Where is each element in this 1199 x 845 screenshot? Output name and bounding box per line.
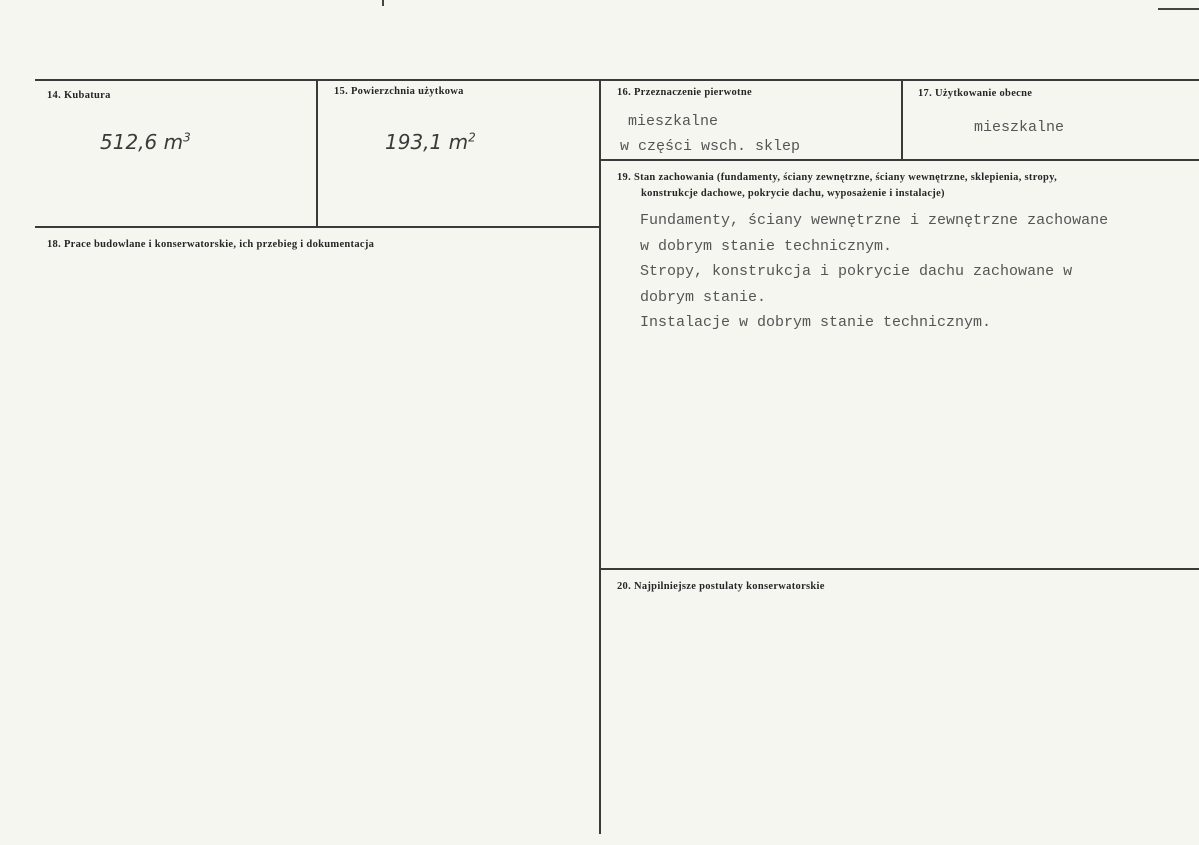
field-15-unit-sup: 2 [468, 130, 476, 145]
field-15-value [385, 130, 476, 154]
grid-rule-under-16-17 [601, 159, 1199, 161]
field-20-label: 20. Najpilniejsze postulaty konserwatorskie [617, 581, 825, 592]
field-14-value [100, 130, 191, 154]
field-19-text-line-4: dobrym stanie. [640, 289, 767, 306]
field-17-label: 17. Użytkowanie obecne [918, 88, 1033, 99]
grid-top-rule [35, 79, 1199, 81]
field-19-text-line-2: w dobrym stanie technicznym. [640, 238, 893, 255]
field-14-label: 14. Kubatura [47, 90, 111, 101]
field-19-text-line-3: Stropy, konstrukcja i pokrycie dachu zachowane w [640, 263, 1073, 280]
grid-divider-14-15 [316, 79, 318, 227]
grid-divider-16-17 [901, 79, 903, 160]
field-19-text-line-1: Fundamenty, ściany wewnętrzne i zewnętrzne zachowane [640, 212, 1109, 229]
field-19-text-line-5: Instalacje w dobrym stanie technicznym. [640, 314, 992, 331]
field-18-label: 18. Prace budowlane i konserwatorskie, ich przebieg i dokumentacja [47, 239, 375, 250]
field-17-value: mieszkalne [974, 119, 1065, 136]
grid-rule-under-14-15 [35, 226, 601, 228]
field-16-label: 16. Przeznaczenie pierwotne [617, 87, 752, 98]
field-15-label: 15. Powierzchnia użytkowa [334, 86, 464, 97]
top-edge-mark [382, 0, 384, 6]
grid-center-divider [599, 79, 601, 834]
field-16-value-line-1: mieszkalne [628, 113, 719, 130]
field-15-value-text: 193,1 m [385, 130, 469, 154]
field-16-value-line-2: w części wsch. sklep [620, 138, 801, 155]
top-right-edge-mark [1158, 8, 1199, 10]
field-19-label-line-1: 19. Stan zachowania (fundamenty, ściany zewnętrzne, ściany wewnętrzne, sklepienia, stropy, [617, 172, 1058, 183]
field-19-label [617, 170, 1057, 202]
field-19-label-line-2: konstrukcje dachowe, pokrycie dachu, wyposażenie i instalacje) [641, 188, 945, 199]
field-14-unit-sup: 3 [183, 130, 191, 145]
grid-rule-above-20 [601, 568, 1199, 570]
field-14-value-text: 512,6 m [100, 130, 184, 154]
